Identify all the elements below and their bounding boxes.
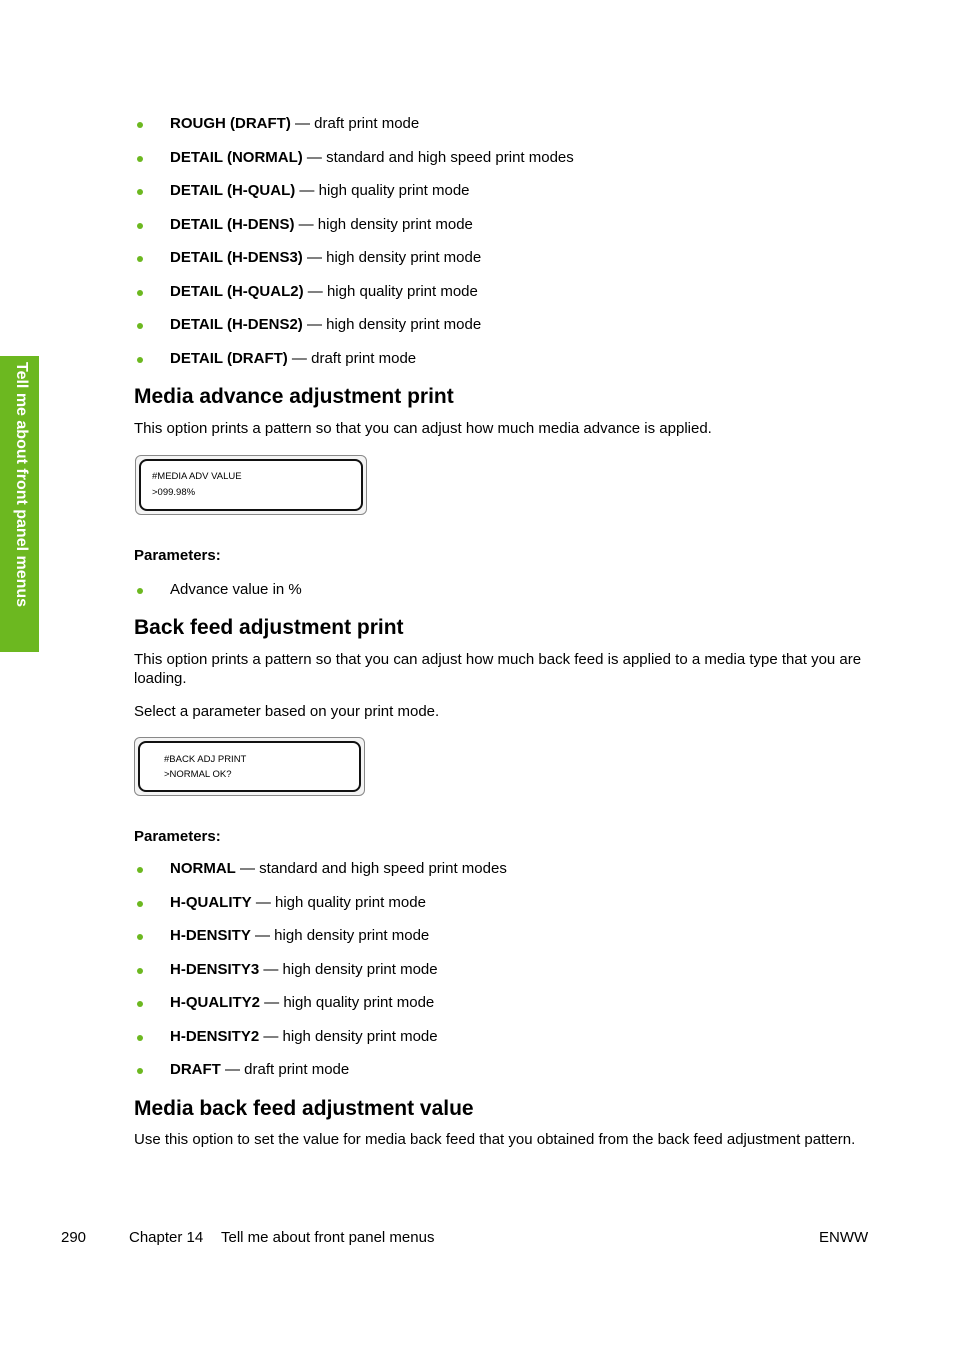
bullet-icon [137,1001,143,1007]
list-item: DETAIL (H-QUAL) — high quality print mode [134,181,574,215]
list-item: DRAFT — draft print mode [134,1060,507,1094]
bullet-icon [137,290,143,296]
front-panel-display [134,737,365,796]
list-item: DETAIL (H-DENS) — high density print mode [134,215,574,249]
display-screen [138,741,361,792]
section-heading-media-advance: Media advance adjustment print [134,385,454,408]
bullet-icon [137,256,143,262]
footer-enww: ENWW [819,1229,869,1246]
footer-chapter-title: Tell me about front panel menus [221,1229,435,1246]
display-line-1: #BACK ADJ PRINT [164,754,247,765]
bullet-icon [137,189,143,195]
parameters-label: Parameters: [134,547,221,564]
list-item: H-DENSITY2 — high density print mode [134,1027,507,1061]
list-item: Advance value in % [134,580,302,614]
parameters-list [134,859,507,1094]
list-item: H-DENSITY3 — high density print mode [134,960,507,994]
bullet-icon [137,223,143,229]
list-item: DETAIL (H-DENS2) — high density print mode [134,315,574,349]
list-item: DETAIL (H-QUAL2) — high quality print mode [134,282,574,316]
section-body: This option prints a pattern so that you can adjust how much media advance is applied. [134,420,712,437]
section-heading-media-back-feed-value: Media back feed adjustment value [134,1097,474,1120]
list-item: H-QUALITY2 — high quality print mode [134,993,507,1027]
section-body: This option prints a pattern so that you can adjust how much back feed is applied to a media type that you are loading. [134,651,862,687]
display-screen [139,459,363,511]
list-item: ROUGH (DRAFT) — draft print mode [134,114,574,148]
section-body: Use this option to set the value for media back feed that you obtained from the back feed adjustment pattern. [134,1131,856,1148]
bullet-icon [137,323,143,329]
display-line-1: #MEDIA ADV VALUE [152,471,242,482]
section-body: Select a parameter based on your print mode. [134,703,440,720]
side-tab-label: Tell me about front panel menus [13,362,30,608]
list-item: H-DENSITY — high density print mode [134,926,507,960]
page-number: 290 [61,1229,87,1246]
list-item: DETAIL (NORMAL) — standard and high speed print modes [134,148,574,182]
list-item: NORMAL — standard and high speed print modes [134,859,507,893]
bullet-icon [137,122,143,128]
list-item: DETAIL (DRAFT) — draft print mode [134,349,574,383]
bullet-icon [137,968,143,974]
front-panel-display [135,455,367,515]
bullet-icon [137,357,143,363]
bullet-icon [137,1068,143,1074]
footer-chapter: Chapter 14 [129,1229,204,1246]
bullet-icon [137,867,143,873]
bullet-icon [137,588,143,594]
list-item: DETAIL (H-DENS3) — high density print mode [134,248,574,282]
bullet-icon [137,901,143,907]
parameters-list [134,580,302,614]
display-line-2: >099.98% [152,487,196,498]
parameters-label: Parameters: [134,828,221,845]
display-line-2: >NORMAL OK? [164,769,232,780]
bullet-icon [137,156,143,162]
bullet-icon [137,1035,143,1041]
section-heading-back-feed: Back feed adjustment print [134,616,404,639]
bullet-icon [137,934,143,940]
print-mode-list [134,114,574,382]
list-item: H-QUALITY — high quality print mode [134,893,507,927]
side-chapter-tab [0,356,39,652]
